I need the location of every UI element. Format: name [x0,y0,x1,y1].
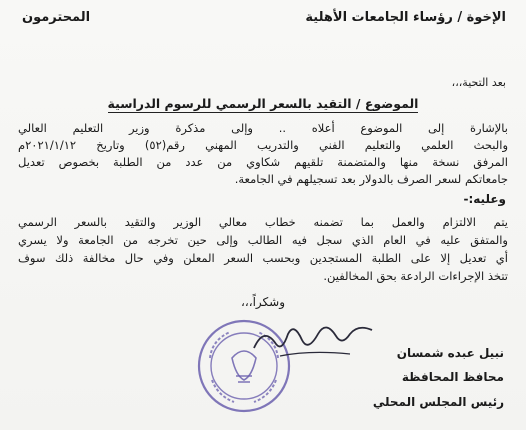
paragraph1-line: بالإشارة إلى الموضوع أعلاه .. وإلى مذكرة وزير التعليم العالي [18,121,508,135]
subject-line [0,96,526,111]
paragraph2-line: تتخذ الإجراءات الرادعة بحق المخالفين. [323,269,508,283]
paragraph1-line: والبحث العلمي والتعليم الفني والتدريب المهني رقم(٥٢) وتاريخ ٢٠٢١/١/١٢م [18,138,509,152]
paragraph1-line: المرفق نسخة منها والمتضمنة تلقيهم شكاوي من عدد من الطلبة بخصوص تعديل [18,155,508,169]
signatory-name: نبيل عبده شمسان [396,346,504,360]
signatory-title: محافظ المحافظة [401,370,504,384]
paragraph2-line: والمتفق عليه في العام الذي سجل فيه الطالب وإلى حين تخرجه من الجامعة ولا يسري [18,233,508,247]
paragraph2-line: أي تعديل إلا على الطلبة المستجدين وبحسب السعر المعلن وفي حال مخالفة ذلك سوف [18,251,508,265]
recipient-line: الإخوة / رؤساء الجامعات الأهلية [305,10,506,25]
subject-text: الموضوع / التقيد بالسعر الرسمي للرسوم الدراسية [107,96,419,111]
paragraph2-line: يتم الالتزام والعمل بما تضمنه خطاب معالي الوزير والتقيد بالسعر الرسمي [18,215,508,229]
closing: وشكراً،،، [240,295,286,309]
honorific: المحترمون [22,10,91,25]
greeting: بعد التحية،،، [451,76,506,89]
signatory-title-2: رئيس المجلس المحلي [372,395,504,409]
signature-scribble [250,318,380,360]
section-label: وعليه:- [463,192,506,206]
paragraph1-line: جامعاتكم لسعر الصرف بالدولار بعد تسجيلهم في الجامعة. [234,172,508,186]
